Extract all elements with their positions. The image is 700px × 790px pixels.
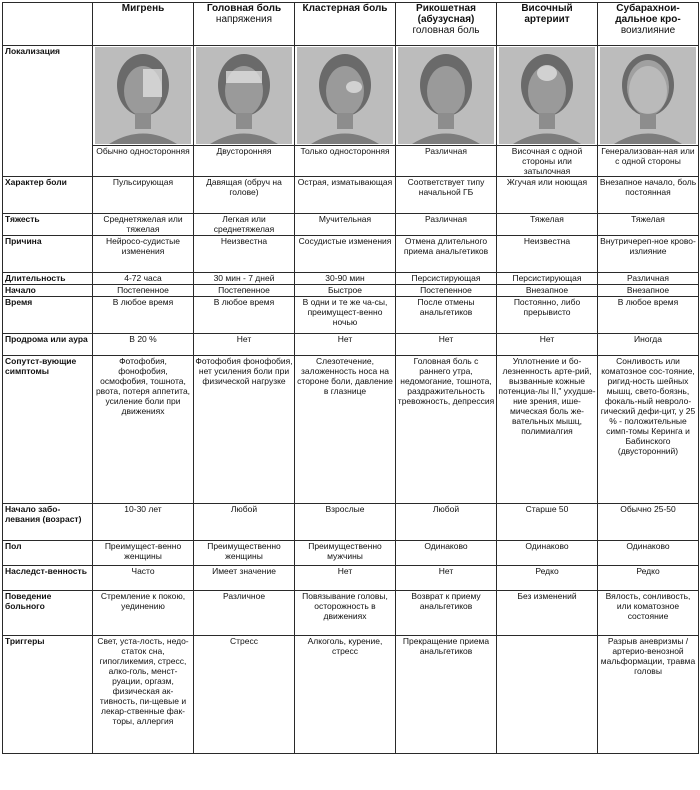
- table-cell: Алкоголь, курение, стресс: [295, 636, 396, 754]
- table-cell: Височная с одной стороны или затылочная: [497, 146, 598, 177]
- face-photo-tension: [196, 47, 292, 144]
- table-cell: Среднетяжелая или тяжелая: [93, 214, 194, 236]
- table-row: [3, 285, 699, 297]
- row-label: Начало забо-левания (возраст): [3, 504, 93, 541]
- table-cell: В 20 %: [93, 334, 194, 356]
- face-photo-cell: [497, 46, 598, 146]
- table-cell: Нет: [194, 334, 295, 356]
- row-label: Продрома или аура: [3, 334, 93, 356]
- table-cell: В одни и те же ча-сы, преимущест-венно ночью: [295, 297, 396, 334]
- row-label: Тяжесть: [3, 214, 93, 236]
- table-cell: Различное: [194, 591, 295, 636]
- table-cell: Неизвестна: [194, 236, 295, 273]
- table-row: [3, 566, 699, 591]
- row-label: Триггеры: [3, 636, 93, 754]
- table-cell: 4-72 часа: [93, 273, 194, 285]
- table-cell: Без изменений: [497, 591, 598, 636]
- table-cell: Двусторонняя: [194, 146, 295, 177]
- table-row: [3, 356, 699, 504]
- table-row: [3, 214, 699, 236]
- table-row: [3, 636, 699, 754]
- table-cell: Сосудистые изменения: [295, 236, 396, 273]
- table-cell: Повязывание головы, осторожность в движениях: [295, 591, 396, 636]
- face-photo-temporal-arteritis: [499, 47, 595, 144]
- table-cell: 10-30 лет: [93, 504, 194, 541]
- table-cell: Внезапное: [598, 285, 699, 297]
- table-row: [3, 236, 699, 273]
- table-cell: Фотофобия, фонофобия, осмофобия, тошнота, рвота, потеря аппетита, усиление боли при движениях: [93, 356, 194, 504]
- row-label: Сопутст-вующие симптомы: [3, 356, 93, 504]
- row-label: Пол: [3, 541, 93, 566]
- table-cell: Постепенное: [194, 285, 295, 297]
- table-cell: Иногда: [598, 334, 699, 356]
- table-cell: Различная: [396, 146, 497, 177]
- table-cell: Генерализован-ная или с одной стороны: [598, 146, 699, 177]
- face-photo-migraine: [95, 47, 191, 144]
- row-label: Начало: [3, 285, 93, 297]
- face-photo-cell: [598, 46, 699, 146]
- table-cell: Мучительная: [295, 214, 396, 236]
- table-cell: 30 мин - 7 дней: [194, 273, 295, 285]
- table-cell: Острая, изматывающая: [295, 177, 396, 214]
- table-cell: Внезапное начало, боль постоянная: [598, 177, 699, 214]
- table-cell: Пульсирующая: [93, 177, 194, 214]
- table-cell: Различная: [598, 273, 699, 285]
- table-cell: Нет: [396, 334, 497, 356]
- row-label: Характер боли: [3, 177, 93, 214]
- face-photo-cell: [295, 46, 396, 146]
- table-cell: Обычно 25-50: [598, 504, 699, 541]
- table-cell: Соответствует типу начальной ГБ: [396, 177, 497, 214]
- table-cell: Преимущественно мужчины: [295, 541, 396, 566]
- localization-text-row: [3, 146, 699, 177]
- table-row: [3, 334, 699, 356]
- table-cell: Преимущественно женщины: [194, 541, 295, 566]
- column-header-rebound: Рикошетная (абузусная) головная боль: [396, 3, 497, 46]
- table-cell: Нет: [295, 566, 396, 591]
- table-cell: [497, 636, 598, 754]
- table-cell: Имеет значение: [194, 566, 295, 591]
- header-corner: [3, 3, 93, 46]
- table-cell: Фотофобия фонофобия, нет усиления боли при физической нагрузке: [194, 356, 295, 504]
- table-row: [3, 541, 699, 566]
- table-cell: Одинаково: [396, 541, 497, 566]
- table-cell: Одинаково: [598, 541, 699, 566]
- table-cell: Взрослые: [295, 504, 396, 541]
- table-cell: Прекращение приема анальгетиков: [396, 636, 497, 754]
- table-cell: Отмена длительного приема анальгетиков: [396, 236, 497, 273]
- face-photo-cell: [396, 46, 497, 146]
- table-cell: Нейросо-судистые изменения: [93, 236, 194, 273]
- column-header-migraine: Мигрень: [93, 3, 194, 46]
- row-label: Причина: [3, 236, 93, 273]
- table-cell: Любой: [194, 504, 295, 541]
- face-photo-cell: [93, 46, 194, 146]
- table-cell: Вялость, сонливость, или коматозное состояние: [598, 591, 699, 636]
- table-cell: Любой: [396, 504, 497, 541]
- table-row: [3, 591, 699, 636]
- table-cell: Нет: [497, 334, 598, 356]
- table-cell: После отмены анальгетиков: [396, 297, 497, 334]
- table-cell: Нет: [295, 334, 396, 356]
- table-row: [3, 177, 699, 214]
- table-cell: Разрыв аневризмы / артерио-венозной мальформации, травма головы: [598, 636, 699, 754]
- header-row: [3, 3, 699, 46]
- table-cell: В любое время: [93, 297, 194, 334]
- table-cell: Персистирующая: [497, 273, 598, 285]
- column-header-tension: Головная боль напряжения: [194, 3, 295, 46]
- table-cell: Слезотечение, заложенность носа на стороне боли, давление в глазнице: [295, 356, 396, 504]
- table-cell: 30-90 мин: [295, 273, 396, 285]
- table-cell: Редко: [598, 566, 699, 591]
- table-cell: Стремление к покою, уединению: [93, 591, 194, 636]
- table-cell: Внутричереп-ное крово-излияние: [598, 236, 699, 273]
- row-label-localization: Локализация: [3, 46, 93, 177]
- table-cell: Обычно односторонняя: [93, 146, 194, 177]
- column-header-temporal-arteritis: Височный артериит: [497, 3, 598, 46]
- table-cell: Персистирующая: [396, 273, 497, 285]
- table-row: [3, 504, 699, 541]
- column-header-cluster: Кластерная боль: [295, 3, 396, 46]
- table-cell: Внезапное: [497, 285, 598, 297]
- table-cell: Только односторонняя: [295, 146, 396, 177]
- table-cell: Сонливость или коматозное сос-тояние, ригид-ность шейных мышц, свето-боязнь, фокаль-ный невроло-гический дефи-цит, у 25 % - положительные симп-томы Керинга и Бабинского (двусторонний): [598, 356, 699, 504]
- headache-comparison-table: [2, 2, 699, 754]
- table-cell: Давящая (обруч на голове): [194, 177, 295, 214]
- table-cell: Стресс: [194, 636, 295, 754]
- table-cell: Нет: [396, 566, 497, 591]
- face-photo-cluster: [297, 47, 393, 144]
- table-cell: Легкая или среднетяжелая: [194, 214, 295, 236]
- face-photo-subarachnoid: [600, 47, 696, 144]
- face-photo-rebound: [398, 47, 494, 144]
- row-label: Время: [3, 297, 93, 334]
- table-cell: Свет, уста-лость, недо-статок сна, гипогликемия, стресс, алко-голь, менст-руации, оргазм, физическая ак-тивность, пи-щевые и лекар-ственные фак-торы, аллергия: [93, 636, 194, 754]
- face-photo-cell: [194, 46, 295, 146]
- table-cell: Уплотнение и бо-лезненность арте-рий, вызванные кожные потенциа-лы II," ухудше-ние зрения, ише-мическая боль же-вательных мышц, полимиалгия: [497, 356, 598, 504]
- table-cell: Одинаково: [497, 541, 598, 566]
- table-cell: В любое время: [194, 297, 295, 334]
- row-label: Поведение больного: [3, 591, 93, 636]
- table-cell: Быстрое: [295, 285, 396, 297]
- table-cell: Постепенное: [396, 285, 497, 297]
- table-cell: Постепенное: [93, 285, 194, 297]
- table-cell: Различная: [396, 214, 497, 236]
- table-cell: В любое время: [598, 297, 699, 334]
- table-cell: Тяжелая: [598, 214, 699, 236]
- table-cell: Возврат к приему анальгетиков: [396, 591, 497, 636]
- table-cell: Часто: [93, 566, 194, 591]
- column-header-subarachnoid: Субарахнои-дальное кро- воизлияние: [598, 3, 699, 46]
- table-cell: Старше 50: [497, 504, 598, 541]
- table-cell: Редко: [497, 566, 598, 591]
- localization-photo-row: [3, 46, 699, 146]
- table-cell: Неизвестна: [497, 236, 598, 273]
- table-cell: Жгучая или ноющая: [497, 177, 598, 214]
- row-label: Длительность: [3, 273, 93, 285]
- table-row: [3, 297, 699, 334]
- row-label: Наследст-венность: [3, 566, 93, 591]
- table-cell: Тяжелая: [497, 214, 598, 236]
- table-cell: Постоянно, либо прерывисто: [497, 297, 598, 334]
- table-cell: Головная боль с раннего утра, недомогание, тошнота, раздражительность тревожность, депрессия: [396, 356, 497, 504]
- table-row: [3, 273, 699, 285]
- table-cell: Преимущест-венно женщины: [93, 541, 194, 566]
